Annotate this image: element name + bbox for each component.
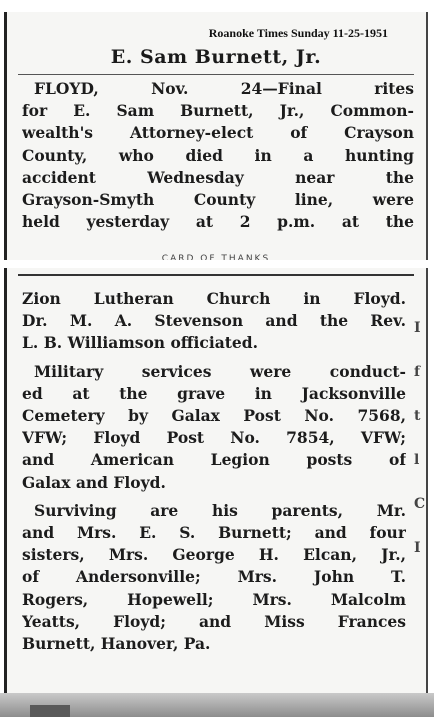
article-line: wealth's Attorney-elect of Crayson bbox=[22, 123, 414, 143]
article-line: held yesterday at 2 p.m. at the bbox=[22, 212, 414, 232]
article-line: and Mrs. E. S. Burnett; and four bbox=[22, 523, 406, 543]
article-line: VFW; Floyd Post No. 7854, VFW; bbox=[22, 428, 406, 448]
article-line: accident Wednesday near the bbox=[22, 167, 414, 187]
article-line: ed at the grave in Jacksonville bbox=[22, 383, 406, 403]
clipping-bottom bbox=[4, 268, 428, 693]
article-line: Zion Lutheran Church in Floyd. bbox=[22, 289, 406, 308]
article-line: FLOYD, Nov. 24—Final rites bbox=[34, 79, 414, 98]
article-line: Grayson-Smyth County line, were bbox=[22, 190, 414, 210]
article-body-bottom bbox=[22, 288, 406, 655]
column-rule-left bbox=[4, 268, 7, 693]
article-line: for E. Sam Burnett, Jr., Common- bbox=[22, 101, 414, 121]
article-line: sisters, Mrs. George H. Elcan, Jr., bbox=[22, 545, 406, 565]
clipping-top bbox=[4, 12, 428, 260]
article-line: Surviving are his parents, Mr. bbox=[34, 500, 406, 520]
heading-divider bbox=[18, 74, 414, 75]
article-line: Galax and Floyd. bbox=[22, 472, 166, 492]
article-line: County, who died in a hunting bbox=[22, 145, 414, 165]
article-line: Rogers, Hopewell; Mrs. Malcolm bbox=[22, 589, 406, 609]
article-line: Burnett, Hanover, Pa. bbox=[22, 634, 211, 654]
article-line: Military services were conduct- bbox=[34, 361, 406, 381]
cut-off-text: CARD OF THANKS bbox=[161, 254, 271, 260]
article-line: of Andersonville; Mrs. John T. bbox=[22, 567, 406, 587]
adjacent-column-fragment: I f t l C I bbox=[414, 320, 426, 556]
article-body-top bbox=[22, 78, 414, 233]
top-divider bbox=[18, 274, 414, 276]
article-line: Dr. M. A. Stevenson and the Rev. bbox=[22, 311, 406, 331]
column-rule-right bbox=[426, 268, 428, 693]
viewer-tab[interactable] bbox=[30, 705, 70, 717]
article-line: Cemetery by Galax Post No. 7568, bbox=[22, 406, 406, 426]
article-line: and American Legion posts of bbox=[22, 450, 406, 470]
article-line: Yeatts, Floyd; and Miss Frances bbox=[22, 611, 406, 631]
source-caption: Roanoke Times Sunday 11-25-1951 bbox=[208, 26, 388, 40]
obituary-heading: E. Sam Burnett, Jr. bbox=[110, 46, 322, 68]
article-line: L. B. Williamson officiated. bbox=[22, 333, 259, 353]
